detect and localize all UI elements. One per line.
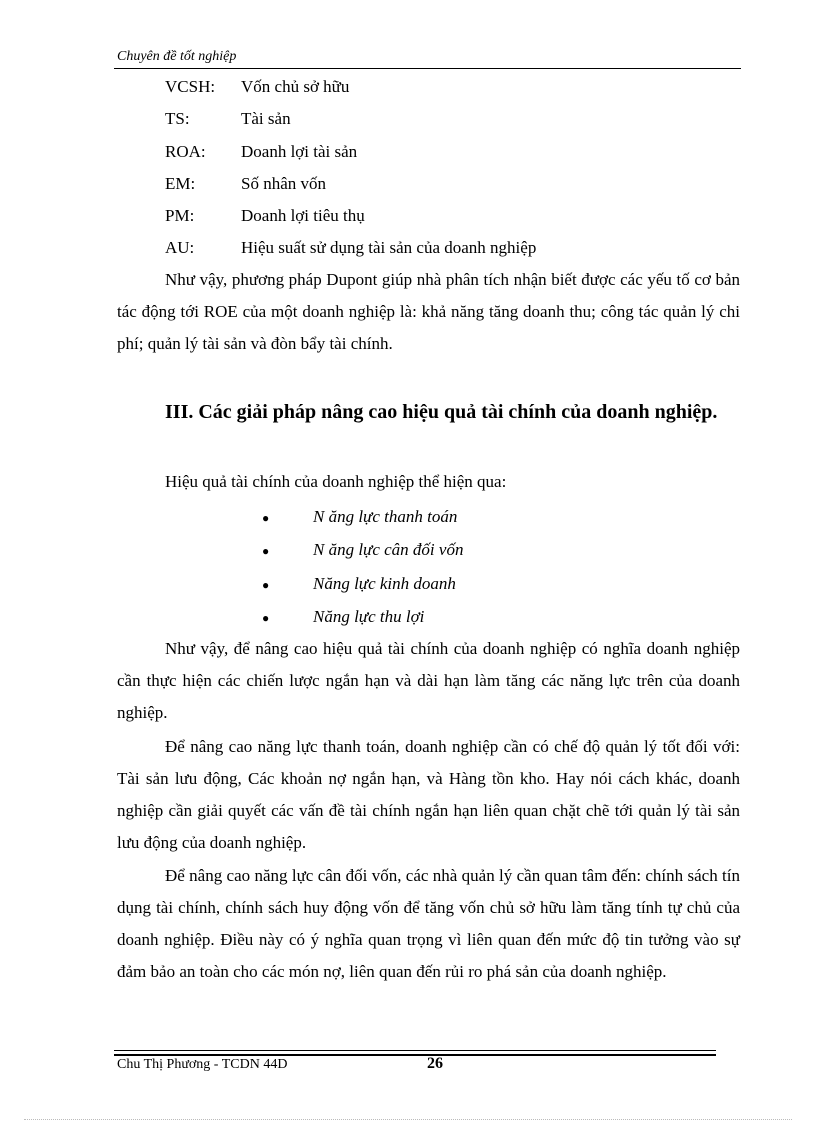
abbreviation-term: ROA: [165, 142, 206, 161]
section-heading: III. Các giải pháp nâng cao hiệu quả tài chính của doanh nghiệp. [165, 401, 718, 423]
abbreviation-row [165, 174, 326, 194]
bullet-item [262, 507, 457, 528]
bullet-text: N ăng lực cân đối vốn [313, 540, 464, 559]
bullet-item [262, 540, 463, 561]
bullet-dot-icon: ● [262, 544, 270, 559]
section-lead-text: Hiệu quả tài chính của doanh nghiệp thể hiện qua: [165, 472, 507, 491]
abbreviation-row [165, 109, 291, 129]
bullet-text: Năng lực kinh doanh [313, 574, 456, 593]
footer-rule [114, 1050, 716, 1051]
abbreviation-row [165, 238, 536, 258]
abbreviation-definition: Tài sản [241, 109, 291, 128]
header-rule [114, 68, 741, 69]
abbreviation-term: AU: [165, 238, 195, 257]
page-number: 26 [427, 1055, 443, 1072]
abbreviation-definition: Vốn chủ sở hữu [241, 77, 350, 96]
footer-rule [114, 1054, 716, 1056]
abbreviation-term: TS: [165, 109, 190, 128]
bullet-item [262, 607, 424, 628]
body-paragraph: Như vậy, phương pháp Dupont giúp nhà phân tích nhận biết được các yếu tố cơ bản tác động tới ROE của một doanh nghiệp là: khả năng tăng doanh thu; công tác quản lý chi phí; quản lý tài sản và đòn bẩy tài chính. [117, 270, 740, 353]
header-title: Chuyên đề tốt nghiệp [117, 49, 237, 64]
abbreviation-term: VCSH: [165, 77, 216, 96]
footer-author: Chu Thị Phương - TCDN 44D [117, 1057, 288, 1072]
bullet-item [262, 574, 456, 595]
abbreviation-definition: Hiệu suất sử dụng tài sản của doanh nghiệp [241, 238, 537, 257]
bullet-dot-icon: ● [262, 578, 270, 593]
bullet-dot-icon: ● [262, 511, 270, 526]
abbreviation-term: PM: [165, 206, 195, 225]
abbreviation-definition: Doanh lợi tài sản [241, 142, 358, 161]
abbreviation-row [165, 142, 357, 162]
abbreviation-row [165, 206, 365, 226]
body-paragraph: Để nâng cao năng lực thanh toán, doanh nghiệp cần có chế độ quản lý tốt đối với: Tài sản lưu động, Các khoản nợ ngắn hạn, và Hàng tồn kho. Hay nói cách khác, doanh nghiệp cần giải quyết các vấn đề tài chính ngắn hạn liên quan chặt chẽ tới quản lý tài sản lưu động của doanh nghiệp. [117, 737, 740, 852]
bullet-text: N ăng lực thanh toán [313, 507, 458, 526]
abbreviation-row [165, 77, 349, 97]
page-edge [24, 1119, 792, 1120]
abbreviation-definition: Doanh lợi tiêu thụ [241, 206, 365, 225]
bullet-dot-icon: ● [262, 611, 270, 626]
abbreviation-definition: Số nhân vốn [241, 174, 326, 193]
bullet-text: Năng lực thu lợi [313, 607, 425, 626]
body-paragraph: Để nâng cao năng lực cân đối vốn, các nhà quản lý cần quan tâm đến: chính sách tín dụng tài chính, chính sách huy động vốn để tăng vốn chủ sở hữu làm tăng tính tự chủ của doanh nghiệp. Điều này có ý nghĩa quan trọng vì liên quan đến mức độ tin tưởng vào sự đảm bảo an toàn cho các món nợ, liên quan đến rủi ro phá sản của doanh nghiệp. [117, 866, 740, 981]
body-paragraph: Như vậy, để nâng cao hiệu quả tài chính của doanh nghiệp có nghĩa doanh nghiệp cần thực hiện các chiến lược ngắn hạn và dài hạn làm tăng các năng lực trên của doanh nghiệp. [117, 639, 740, 722]
abbreviation-term: EM: [165, 174, 196, 193]
